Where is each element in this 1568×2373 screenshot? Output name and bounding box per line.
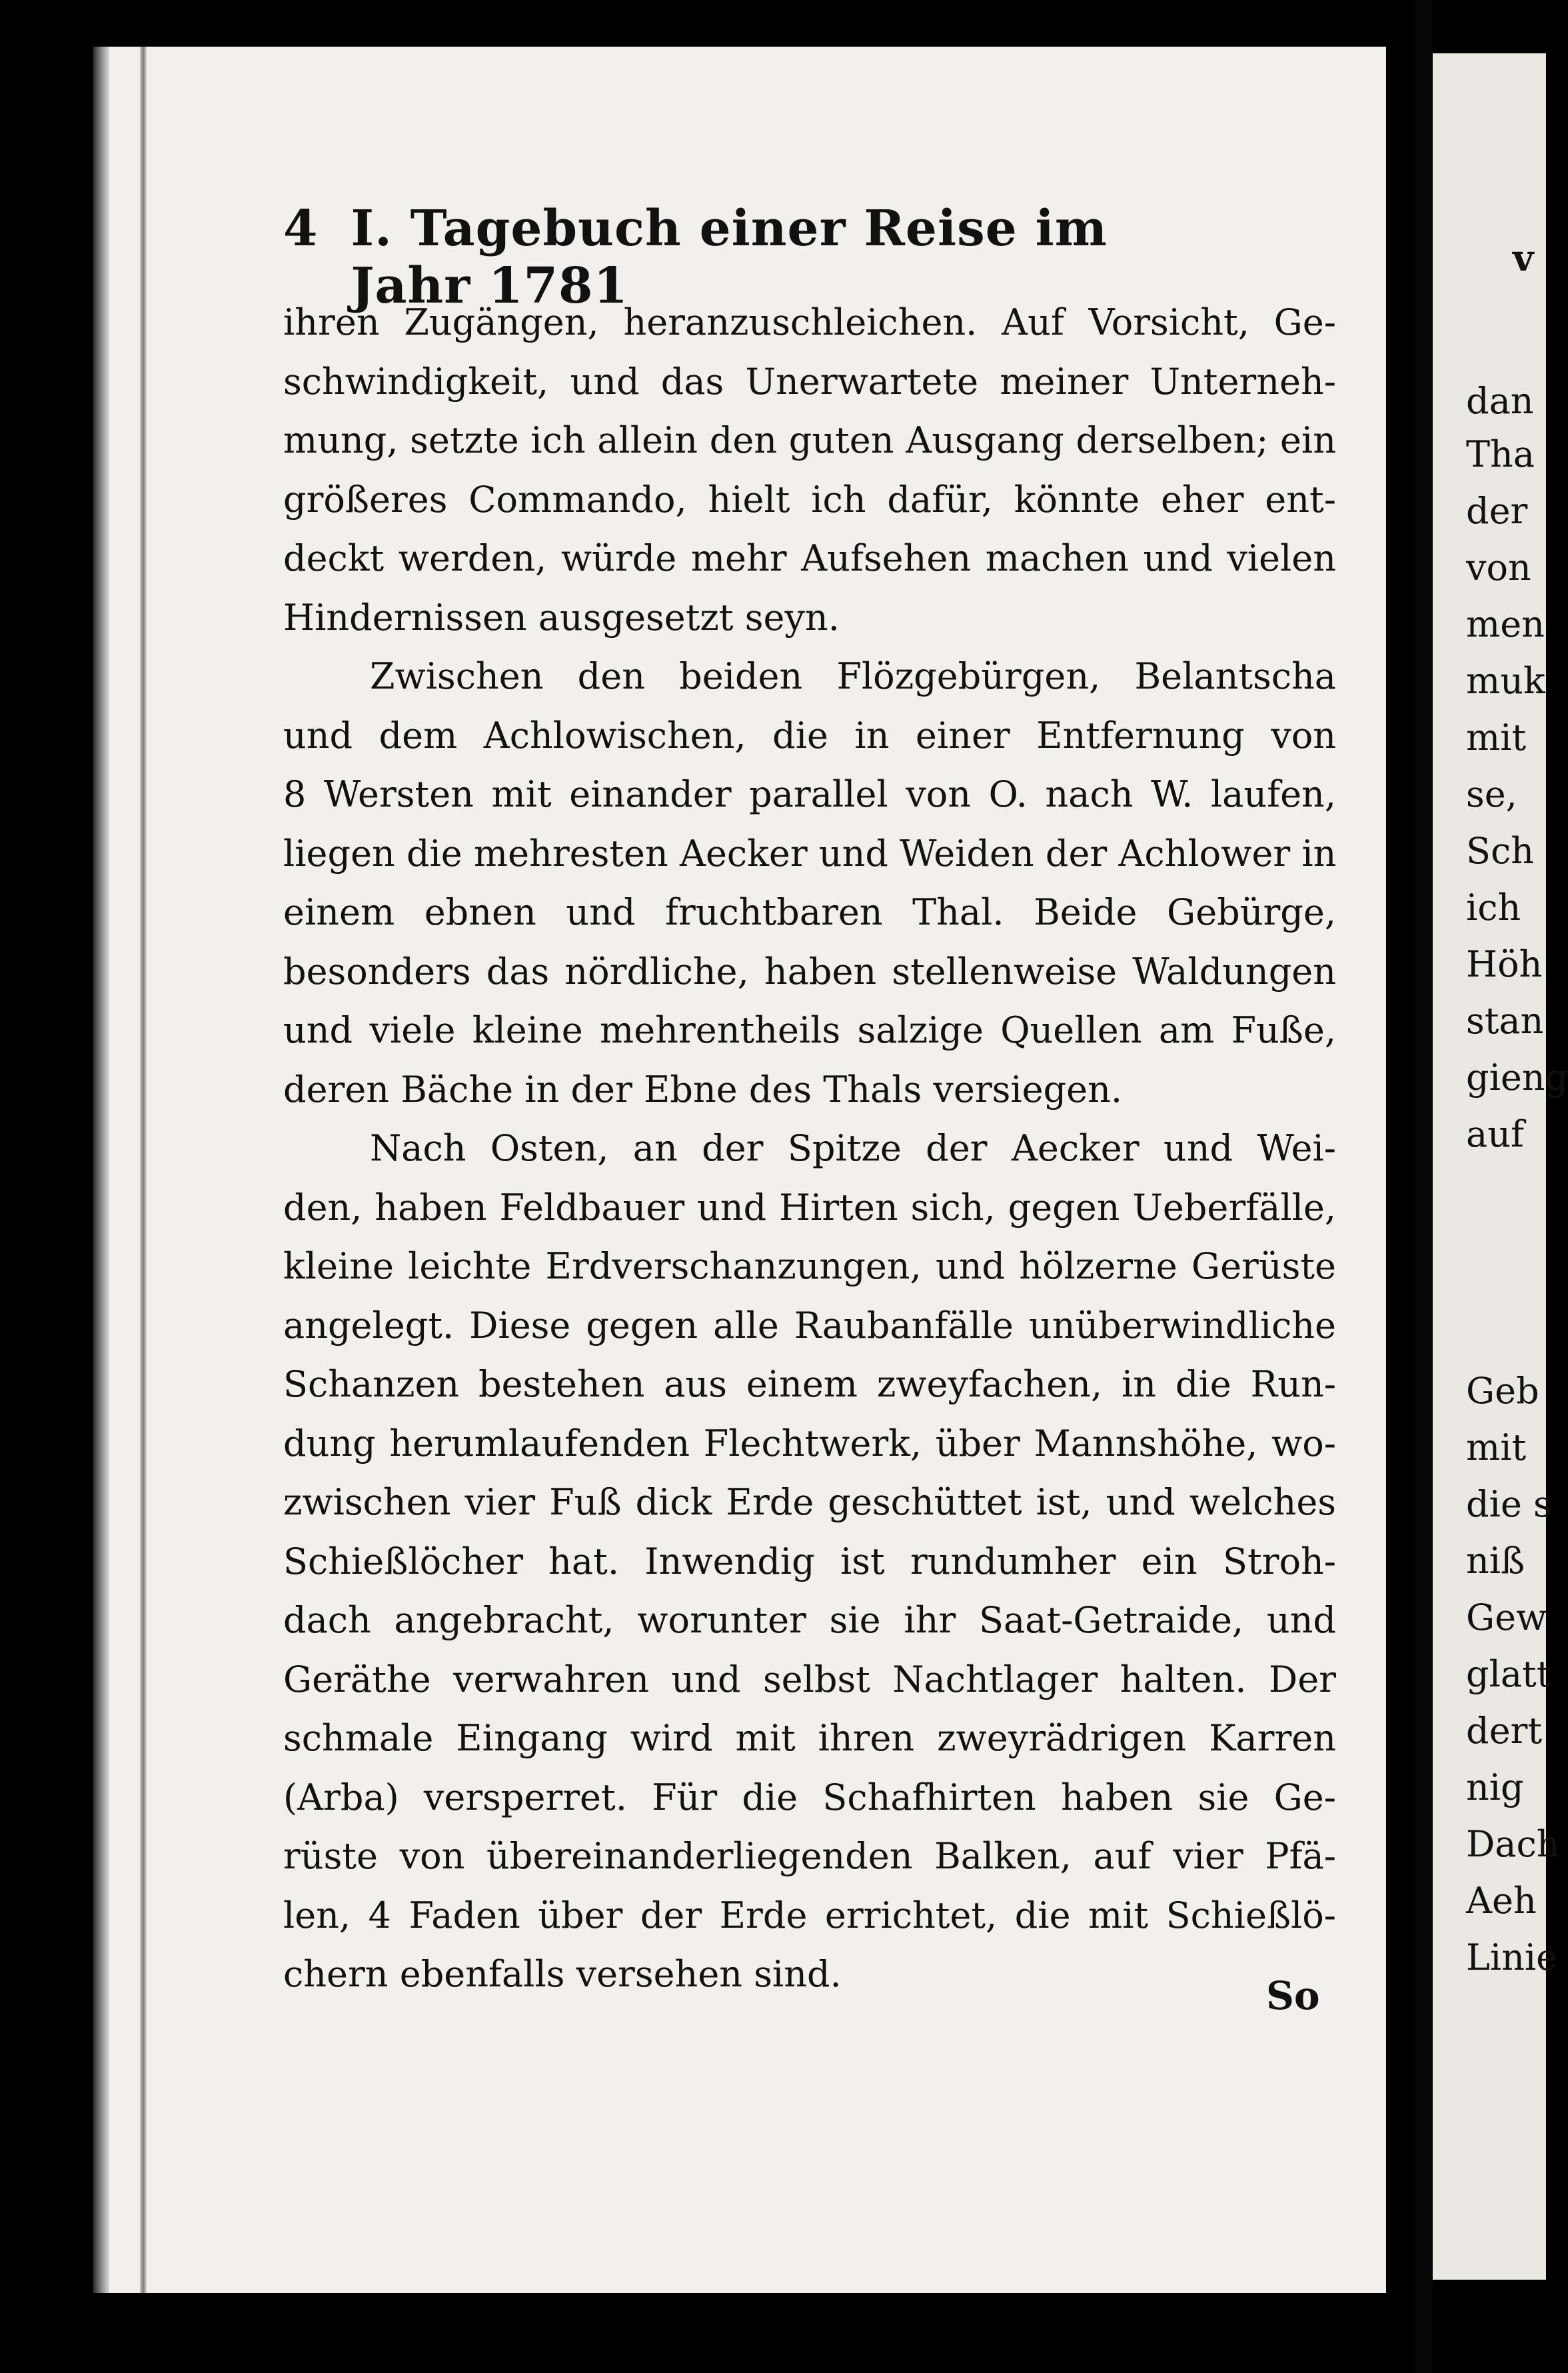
facing-line: Dach [1466, 1823, 1560, 1865]
text-line: liegen die mehresten Aecker und Weiden der Achlower in [283, 832, 1337, 875]
page-fold-line [140, 47, 147, 2293]
facing-line: nig [1466, 1766, 1524, 1808]
facing-line: von [1466, 547, 1531, 589]
page-header [283, 200, 1236, 315]
text-line: deckt werden, würde mehr Aufsehen machen und vielen [283, 537, 1336, 579]
text-line: kleine leichte Erdverschanzungen, und hölzerne Gerüste [283, 1245, 1336, 1287]
facing-line: dert [1466, 1710, 1543, 1752]
facing-line: Sch [1466, 830, 1535, 872]
facing-line: Gew [1466, 1596, 1547, 1638]
facing-line: niß [1466, 1540, 1525, 1582]
text-line: Geräthe verwahren und selbst Nachtlager halten. Der [283, 1658, 1336, 1700]
text-line: dach angebracht, worunter sie ihr Saat-Getraide, und [283, 1599, 1336, 1641]
facing-line: glatt [1466, 1653, 1551, 1695]
facing-line: Linie [1466, 1936, 1558, 1978]
text-line: und viele kleine mehrentheils salzige Quellen am Fuße, [283, 1009, 1336, 1051]
text-line: zwischen vier Fuß dick Erde geschüttet ist, und welches [283, 1481, 1336, 1523]
text-line: Hindernissen ausgesetzt seyn. [283, 596, 840, 639]
facing-line: Höh [1466, 943, 1543, 985]
text-line: 8 Wersten mit einander parallel von O. nach W. laufen, [283, 773, 1336, 815]
page-binding-edge [93, 47, 109, 2293]
text-line: dung herumlaufenden Flechtwerk, über Mannshöhe, wo- [283, 1422, 1336, 1464]
facing-line: auf [1466, 1113, 1524, 1155]
text-line: größeres Commando, hielt ich dafür, könnte eher ent- [283, 478, 1336, 521]
text-line: angelegt. Diese gegen alle Raubanfälle unüberwindliche [283, 1304, 1336, 1346]
text-line: Zwischen den beiden Flözgebürgen, Belantscha [370, 655, 1336, 697]
catchword: So [1266, 1973, 1320, 2018]
text-line: Schießlöcher hat. Inwendig ist rundumher ein Stroh- [283, 1540, 1336, 1582]
text-line: mung, setzte ich allein den guten Ausgang derselben; ein [283, 419, 1336, 461]
text-line: rüste von übereinanderliegenden Balken, auf vier Pfä- [283, 1835, 1336, 1877]
facing-line: die s [1466, 1483, 1552, 1525]
facing-line: muk [1466, 660, 1545, 702]
facing-line: ich [1466, 887, 1521, 929]
facing-line: Aeh [1466, 1880, 1537, 1922]
text-line: schwindigkeit, und das Unerwartete meiner Unterneh- [283, 360, 1336, 403]
text-line: einem ebnen und fruchtbaren Thal. Beide Gebürge, [283, 891, 1336, 933]
facing-line: Tha [1466, 433, 1535, 475]
text-line: schmale Eingang wird mit ihren zweyrädrigen Karren [283, 1717, 1336, 1759]
facing-page-fragment [1433, 53, 1568, 2280]
facing-line: gieng [1466, 1057, 1568, 1099]
text-line: Schanzen bestehen aus einem zweyfachen, in die Run- [283, 1363, 1336, 1405]
facing-line: men [1466, 603, 1545, 645]
text-line: den, haben Feldbauer und Hirten sich, gegen Ueberfälle, [283, 1186, 1336, 1228]
page-number: 4 [283, 200, 318, 257]
facing-line: mit [1466, 1426, 1527, 1468]
facing-line: stan [1466, 1000, 1544, 1042]
facing-line: v [1513, 237, 1534, 279]
text-line: besonders das nördliche, haben stellenweise Waldungen [283, 950, 1336, 993]
facing-line: dan [1466, 380, 1534, 422]
facing-line: der [1466, 490, 1528, 532]
text-line: deren Bäche in der Ebne des Thals versiegen. [283, 1068, 1123, 1111]
facing-line: mit [1466, 717, 1527, 759]
text-line: ihren Zugängen, heranzuschleichen. Auf Vorsicht, Ge- [283, 301, 1336, 343]
text-line: und dem Achlowischen, die in einer Entfernung von [283, 714, 1336, 757]
running-head: I. Tagebuch einer Reise im Jahr 1781 [351, 200, 1108, 315]
text-line: chern ebenfalls versehen sind. [283, 1953, 842, 1995]
text-line: Nach Osten, an der Spitze der Aecker und Wei- [370, 1127, 1336, 1169]
text-line: len, 4 Faden über der Erde errichtet, die mit Schießlö- [283, 1894, 1336, 1936]
gutter [1416, 0, 1433, 2373]
body-text [283, 293, 1336, 2004]
facing-line: Geb [1466, 1370, 1539, 1412]
text-line: (Arba) versperret. Für die Schafhirten haben sie Ge- [283, 1776, 1336, 1818]
facing-line: se, [1466, 773, 1517, 815]
